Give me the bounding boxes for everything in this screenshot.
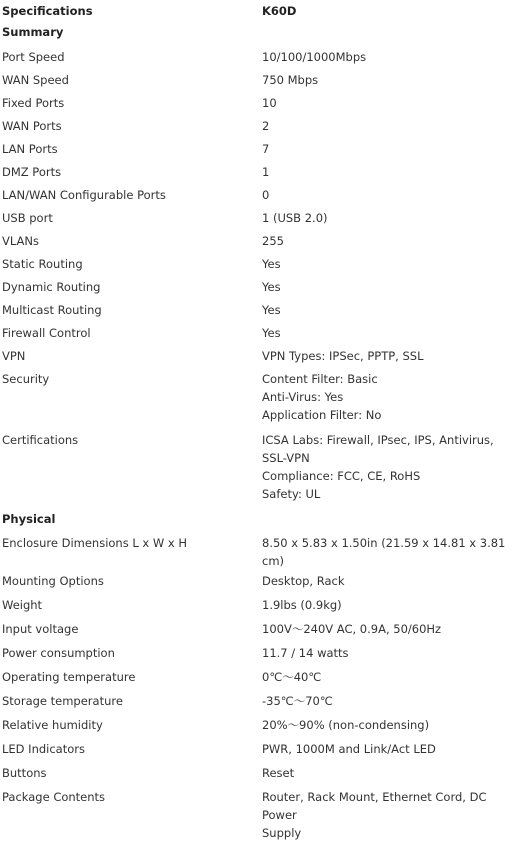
spec-row [0, 207, 522, 230]
spec-value-line: 1 (USB 2.0) [262, 211, 328, 225]
physical-section-header [0, 508, 522, 532]
spec-value [262, 738, 522, 762]
spec-value [262, 276, 522, 299]
spec-label: DMZ Ports [2, 165, 62, 179]
spec-row [0, 738, 522, 762]
spec-value-line: Desktop, Rack [262, 574, 345, 588]
spec-value-line: PWR, 1000M and Link/Act LED [262, 742, 436, 756]
spec-value-line: 0℃～40℃ [262, 670, 322, 684]
spec-value [262, 253, 522, 276]
spec-value-line: Content Filter: Basic [262, 372, 378, 386]
spec-value-line: 750 Mbps [262, 73, 319, 87]
spec-value-line: Anti-Virus: Yes [262, 390, 344, 404]
spec-row [0, 786, 522, 847]
spec-value-line: 8.50 x 5.83 x 1.50in (21.59 x 14.81 x 3.81 cm) [262, 536, 506, 568]
spec-value-line: Application Filter: No [262, 408, 382, 422]
physical-section-title: Physical [2, 512, 56, 526]
spec-value [262, 786, 522, 847]
spec-label: Fixed Ports [2, 96, 65, 110]
spec-label: Multicast Routing [2, 303, 102, 317]
spec-value [262, 368, 522, 429]
spec-row [0, 253, 522, 276]
spec-value [262, 429, 522, 508]
spec-label: Storage temperature [2, 694, 123, 708]
spec-value [262, 138, 522, 161]
spec-value-line: Yes [262, 326, 281, 340]
spec-value [262, 322, 522, 345]
spec-value-line: 20%～90% (non-condensing) [262, 718, 430, 732]
spec-value [262, 714, 522, 738]
spec-value [262, 762, 522, 786]
spec-value-line: Supply [262, 826, 302, 840]
spec-row [0, 642, 522, 666]
spec-label: Certifications [2, 433, 79, 447]
spec-value-line: 255 [262, 234, 284, 248]
spec-row [0, 115, 522, 138]
spec-row [0, 322, 522, 345]
spec-label: LAN Ports [2, 142, 58, 156]
spec-label: VLANs [2, 234, 39, 248]
spec-row [0, 345, 522, 368]
spec-row [0, 161, 522, 184]
spec-label: Input voltage [2, 622, 79, 636]
spec-row [0, 69, 522, 92]
spec-value-line: Yes [262, 303, 281, 317]
spec-value [262, 184, 522, 207]
spec-value-line: 10 [262, 96, 277, 110]
spec-label: Relative humidity [2, 718, 103, 732]
spec-row [0, 532, 522, 570]
spec-row [0, 762, 522, 786]
spec-value-line: ICSA Labs: Firewall, IPsec, IPS, Antivirus, SSL-VPN [262, 433, 494, 465]
spec-value [262, 161, 522, 184]
spec-label: Weight [2, 598, 43, 612]
spec-label: Static Routing [2, 257, 83, 271]
spec-label: WAN Speed [2, 73, 69, 87]
spec-label: Mounting Options [2, 574, 104, 588]
spec-value [262, 230, 522, 253]
spec-row [0, 92, 522, 115]
spec-row [0, 714, 522, 738]
spec-label: USB port [2, 211, 53, 225]
spec-value [262, 299, 522, 322]
model-name: K60D [262, 4, 297, 18]
spec-value-line: Yes [262, 280, 281, 294]
spec-value-line: Reset [262, 766, 295, 780]
spec-label: Port Speed [2, 50, 65, 64]
spec-value [262, 46, 522, 69]
spec-row [0, 618, 522, 642]
spec-label: Buttons [2, 766, 47, 780]
summary-section-header [0, 23, 522, 46]
spec-row [0, 230, 522, 253]
spec-row [0, 368, 522, 429]
spec-value [262, 690, 522, 714]
spec-value-line: VPN Types: IPSec, PPTP, SSL [262, 349, 424, 363]
spec-value [262, 532, 522, 570]
spec-row [0, 46, 522, 69]
spec-label: LED Indicators [2, 742, 85, 756]
spec-label: Operating temperature [2, 670, 136, 684]
table-header-row [0, 0, 522, 23]
spec-row [0, 690, 522, 714]
spec-value [262, 207, 522, 230]
spec-value-line: 1 [262, 165, 270, 179]
spec-row [0, 594, 522, 618]
spec-label: WAN Ports [2, 119, 62, 133]
spec-value-line: Router, Rack Mount, Ethernet Cord, DC Power [262, 790, 487, 822]
spec-value-line: 10/100/1000Mbps [262, 50, 367, 64]
spec-value [262, 345, 522, 368]
summary-section-title: Summary [2, 25, 64, 39]
spec-value-line: 11.7 / 14 watts [262, 646, 349, 660]
spec-value [262, 666, 522, 690]
specifications-heading: Specifications [2, 4, 93, 18]
spec-value-line: 7 [262, 142, 270, 156]
spec-row [0, 184, 522, 207]
spec-label: VPN [2, 349, 26, 363]
spec-row [0, 276, 522, 299]
spec-value [262, 69, 522, 92]
spec-label: LAN/WAN Configurable Ports [2, 188, 166, 202]
spec-label: Dynamic Routing [2, 280, 101, 294]
spec-row [0, 666, 522, 690]
spec-value-line: -35℃～70℃ [262, 694, 333, 708]
spec-value [262, 594, 522, 618]
spec-value [262, 92, 522, 115]
spec-value-line: Safety: UL [262, 487, 321, 501]
spec-value-line: 0 [262, 188, 270, 202]
spec-label: Package Contents [2, 790, 106, 804]
spec-value [262, 115, 522, 138]
spec-label: Power consumption [2, 646, 115, 660]
spec-value [262, 618, 522, 642]
spec-value-line: 1.9lbs (0.9kg) [262, 598, 342, 612]
spec-label: Firewall Control [2, 326, 91, 340]
spec-label: Enclosure Dimensions L x W x H [2, 536, 188, 550]
spec-row [0, 429, 522, 508]
spec-label: Security [2, 372, 50, 386]
spec-value [262, 570, 522, 594]
spec-row [0, 570, 522, 594]
spec-value [262, 642, 522, 666]
spec-value-line: Compliance: FCC, CE, RoHS [262, 469, 421, 483]
spec-row [0, 299, 522, 322]
spec-value-line: Yes [262, 257, 281, 271]
spec-row [0, 138, 522, 161]
spec-value-line: 2 [262, 119, 270, 133]
spec-value-line: 100V～240V AC, 0.9A, 50/60Hz [262, 622, 442, 636]
